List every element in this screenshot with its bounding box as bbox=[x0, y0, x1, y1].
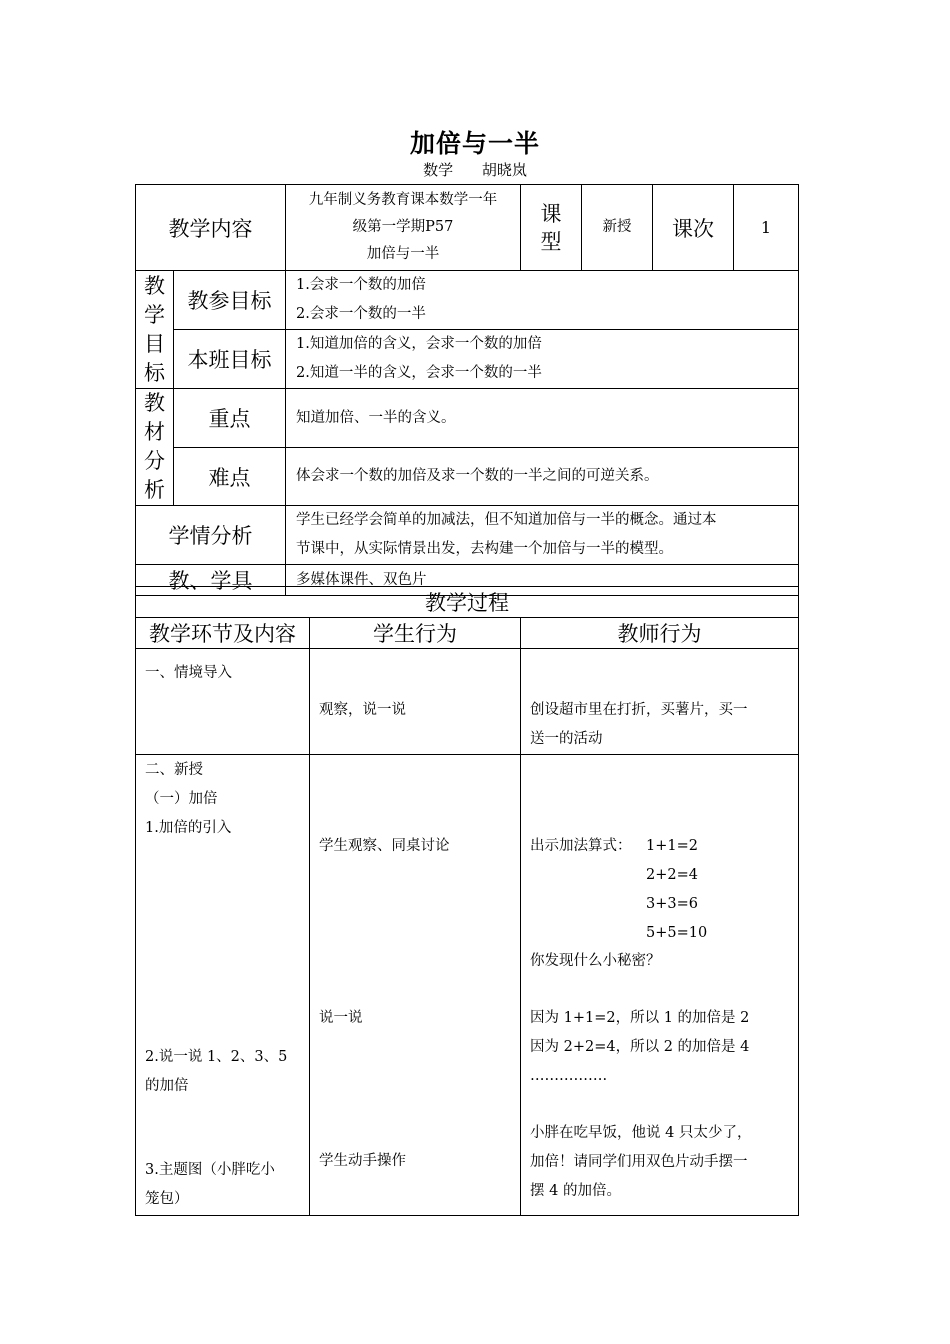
key-point-value: 知道加倍、一半的含义。 bbox=[286, 389, 799, 448]
ref-goal-value bbox=[286, 271, 799, 330]
equation-text: 3+3=6 bbox=[646, 896, 698, 912]
student-cell bbox=[310, 649, 521, 755]
col-header-student: 学生行为 bbox=[310, 618, 521, 649]
student-analysis-line: 节课中，从实际情景出发，去构建一个加倍与一半的模型。 bbox=[296, 541, 673, 557]
teaching-process-table bbox=[135, 586, 799, 1216]
goals-group-label bbox=[136, 271, 174, 389]
teacher-cell bbox=[521, 755, 799, 1216]
teacher-text: 因为 1+1=2，所以 1 的加倍是 2 bbox=[530, 1010, 750, 1026]
stage-cell bbox=[136, 649, 310, 755]
ref-goal-line: 1.会求一个数的加倍 bbox=[296, 277, 426, 293]
stage-text: 一、情境导入 bbox=[145, 665, 232, 681]
stage-text: （一）加倍 bbox=[145, 791, 218, 807]
content-value bbox=[286, 185, 521, 271]
equation-text: 2+2=4 bbox=[646, 867, 698, 883]
stage-text: 2.说一说 1、2、3、5 bbox=[145, 1049, 288, 1065]
tools-label: 教、学具 bbox=[136, 565, 286, 596]
teacher-text: 小胖在吃早饭，他说 4 只太少了， bbox=[530, 1125, 752, 1141]
content-line: 九年制义务教育课本数学一年 bbox=[308, 192, 498, 208]
student-analysis-line: 学生已经学会简单的加减法，但不知道加倍与一半的概念。通过本 bbox=[296, 512, 717, 528]
class-goal-line: 1.知道加倍的含义，会求一个数的加倍 bbox=[296, 336, 542, 352]
type-label bbox=[521, 185, 582, 271]
student-text: 学生观察、同桌讨论 bbox=[319, 838, 450, 854]
content-label: 教学内容 bbox=[136, 185, 286, 271]
teacher-cell bbox=[521, 649, 799, 755]
teacher-text: 出示加法算式： bbox=[530, 838, 632, 854]
analysis-char: 析 bbox=[144, 478, 165, 502]
ref-goal-line: 2.会求一个数的一半 bbox=[296, 306, 426, 322]
teacher-text: 因为 2+2=4，所以 2 的加倍是 4 bbox=[530, 1039, 750, 1055]
content-line: 级第一学期P57 bbox=[352, 219, 454, 235]
author-text: 胡晓岚 bbox=[481, 161, 527, 179]
student-text: 学生动手操作 bbox=[319, 1153, 406, 1169]
class-goal-label: 本班目标 bbox=[174, 330, 286, 389]
goals-char: 教 bbox=[144, 273, 165, 298]
document-subtitle bbox=[0, 159, 950, 180]
teacher-text: ……………. bbox=[530, 1068, 608, 1084]
ref-goal-label: 教参目标 bbox=[174, 271, 286, 330]
goals-char: 目 bbox=[144, 331, 165, 356]
type-value: 新授 bbox=[582, 185, 653, 271]
stage-text: 笼包） bbox=[145, 1191, 189, 1207]
student-analysis-value bbox=[286, 506, 799, 565]
analysis-char: 材 bbox=[144, 420, 165, 444]
equation-text: 1+1=2 bbox=[646, 838, 698, 854]
equation-text: 5+5=10 bbox=[646, 925, 708, 941]
teacher-text: 摆 4 的加倍。 bbox=[530, 1183, 621, 1199]
content-line: 加倍与一半 bbox=[366, 246, 440, 262]
analysis-char: 教 bbox=[144, 391, 165, 415]
teacher-text: 送一的活动 bbox=[530, 731, 603, 747]
stage-text: 1.加倍的引入 bbox=[145, 820, 232, 836]
type-label-char: 课 bbox=[540, 201, 562, 226]
stage-text: 的加倍 bbox=[145, 1078, 189, 1094]
lesson-info-table bbox=[135, 184, 799, 596]
student-text: 说一说 bbox=[319, 1010, 363, 1026]
student-analysis-label: 学情分析 bbox=[136, 506, 286, 565]
teacher-text: 创设超市里在打折，买薯片，买一 bbox=[530, 702, 748, 718]
document-title: 加倍与一半 bbox=[409, 129, 540, 158]
type-label-char: 型 bbox=[540, 229, 562, 254]
student-text: 观察，说一说 bbox=[319, 702, 406, 718]
col-header-teacher: 教师行为 bbox=[521, 618, 799, 649]
stage-cell bbox=[136, 755, 310, 1216]
difficulty-label: 难点 bbox=[174, 448, 286, 506]
subject-text: 数学 bbox=[423, 161, 454, 179]
process-title: 教学过程 bbox=[136, 587, 799, 618]
analysis-group-label bbox=[136, 389, 174, 506]
stage-text: 二、新授 bbox=[145, 762, 203, 778]
difficulty-value: 体会求一个数的加倍及求一个数的一半之间的可逆关系。 bbox=[286, 448, 799, 506]
lesson-label: 课次 bbox=[653, 185, 734, 271]
col-header-stage: 教学环节及内容 bbox=[136, 618, 310, 649]
key-point-label: 重点 bbox=[174, 389, 286, 448]
goals-char: 学 bbox=[144, 302, 165, 327]
stage-text: 3.主题图（小胖吃小 bbox=[145, 1162, 275, 1178]
analysis-char: 分 bbox=[144, 449, 165, 473]
lesson-value: 1 bbox=[734, 185, 799, 271]
student-cell bbox=[310, 755, 521, 1216]
class-goal-value bbox=[286, 330, 799, 389]
teacher-text: 你发现什么小秘密？ bbox=[530, 953, 661, 969]
tools-value: 多媒体课件、双色片 bbox=[286, 565, 799, 596]
class-goal-line: 2.知道一半的含义，会求一个数的一半 bbox=[296, 365, 542, 381]
teacher-text: 加倍！请同学们用双色片动手摆一 bbox=[530, 1154, 748, 1170]
goals-char: 标 bbox=[144, 360, 165, 385]
